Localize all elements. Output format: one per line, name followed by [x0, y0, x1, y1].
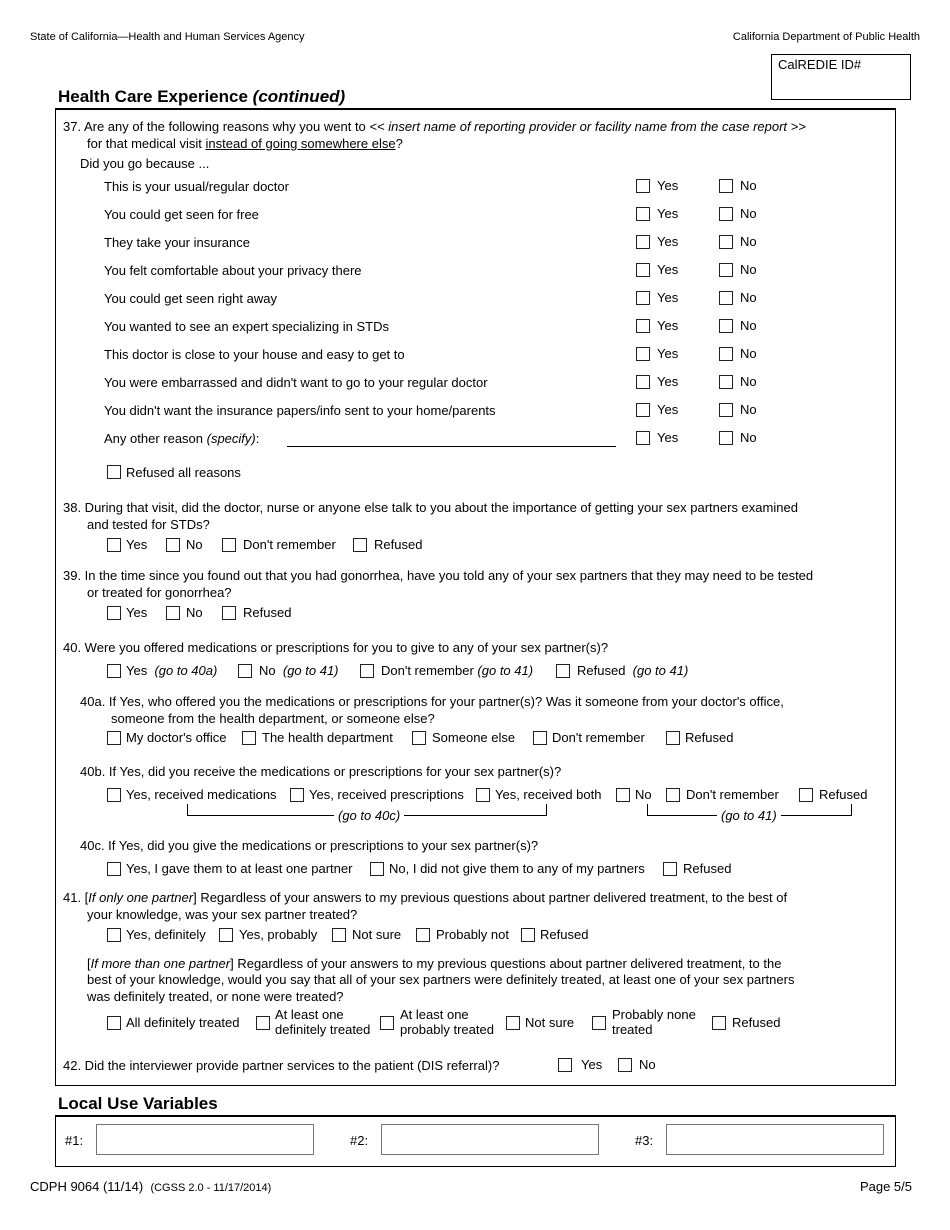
- q37-text-line1: 37. Are any of the following reasons why you went to << insert name of reporting provider or facility name from the case report >>: [63, 119, 806, 134]
- q37-other-yes-label: Yes: [657, 430, 679, 445]
- q38-yes-label: Yes: [126, 537, 148, 552]
- q37-reason-yes-checkbox[interactable]: [636, 235, 650, 249]
- q41-all-definitely-checkbox[interactable]: [107, 1016, 121, 1030]
- calredie-id-label: CalREDIE ID#: [778, 57, 862, 72]
- q40a-refused-label: Refused: [685, 730, 734, 745]
- q40b-no-label: No: [635, 787, 652, 802]
- q37-reason-label: This doctor is close to your house and easy to get to: [104, 347, 405, 362]
- q42-yes-checkbox[interactable]: [558, 1058, 572, 1072]
- q37-reason-yes-label: Yes: [657, 178, 679, 193]
- q40c-gave-checkbox[interactable]: [107, 862, 121, 876]
- q41-yes-probably-label: Yes, probably: [239, 927, 318, 942]
- q37-reason-label: You felt comfortable about your privacy there: [104, 263, 362, 278]
- q37-reason-yes-label: Yes: [657, 206, 679, 221]
- q38-dont-remember-label: Don't remember: [243, 537, 336, 552]
- q40-dont-remember-label: Don't remember (go to 41): [381, 663, 534, 678]
- q41-probably-not-label: Probably not: [436, 927, 509, 942]
- q40a-someone-else-label: Someone else: [432, 730, 516, 745]
- local-var-3-label: #3:: [635, 1133, 654, 1148]
- local-var-3-input[interactable]: [666, 1124, 884, 1155]
- q37-reason-yes-label: Yes: [657, 290, 679, 305]
- q38-dont-remember-checkbox[interactable]: [222, 538, 236, 552]
- q40b-received-both-label: Yes, received both: [495, 787, 602, 802]
- q38-refused-label: Refused: [374, 537, 423, 552]
- q37-reason-no-label: No: [740, 318, 757, 333]
- q41-all-definitely-label: All definitely treated: [126, 1015, 240, 1030]
- q37-reason-yes-label: Yes: [657, 374, 679, 389]
- q37-reason-no-checkbox[interactable]: [719, 179, 733, 193]
- q40b-received-prescriptions-checkbox[interactable]: [290, 788, 304, 802]
- q40c-text: 40c. If Yes, did you give the medications or prescriptions to your sex partner(s)?: [80, 838, 539, 853]
- q41-refused-label: Refused: [540, 927, 589, 942]
- q40b-text: 40b. If Yes, did you receive the medications or prescriptions for your sex partner(s)?: [80, 764, 562, 779]
- q37-reason-yes-checkbox[interactable]: [636, 207, 650, 221]
- q41-yes-definitely-label: Yes, definitely: [126, 927, 206, 942]
- calredie-id-box[interactable]: [771, 54, 911, 100]
- q41-text-line1: 41. [If only one partner] Regardless of your answers to my previous questions about partner delivered treatment, to the best of: [63, 890, 788, 905]
- q38-no-label: No: [186, 537, 203, 552]
- q37-reason-no-checkbox[interactable]: [719, 207, 733, 221]
- q42-text: 42. Did the interviewer provide partner services to the patient (DIS referral)?: [63, 1058, 500, 1073]
- q37-reason-yes-checkbox[interactable]: [636, 263, 650, 277]
- q38-no-checkbox[interactable]: [166, 538, 180, 552]
- q37-reason-no-checkbox[interactable]: [719, 347, 733, 361]
- q37-other-no-checkbox[interactable]: [719, 431, 733, 445]
- q40a-refused-checkbox[interactable]: [666, 731, 680, 745]
- page-number: Page 5/5: [859, 1179, 912, 1194]
- q40a-someone-else-checkbox[interactable]: [412, 731, 426, 745]
- q40a-doctors-office-label: My doctor's office: [126, 730, 227, 745]
- q41-multi-refused-label: Refused: [732, 1015, 781, 1030]
- q40a-dont-remember-label: Don't remember: [552, 730, 645, 745]
- q40a-doctors-office-checkbox[interactable]: [107, 731, 121, 745]
- q40b-received-medications-checkbox[interactable]: [107, 788, 121, 802]
- q37-reason-no-label: No: [740, 374, 757, 389]
- q37-other-no-label: No: [740, 430, 757, 445]
- q37-reason-yes-checkbox[interactable]: [636, 179, 650, 193]
- q37-reason-no-label: No: [740, 206, 757, 221]
- q37-reason-no-checkbox[interactable]: [719, 235, 733, 249]
- q39-no-checkbox[interactable]: [166, 606, 180, 620]
- q40c-refused-label: Refused: [683, 861, 732, 876]
- q40b-goto-40c: (go to 40c): [334, 808, 404, 823]
- q37-reason-no-checkbox[interactable]: [719, 263, 733, 277]
- q40b-goto-41: (go to 41): [717, 808, 781, 823]
- q40-no-label: No (go to 41): [259, 663, 339, 678]
- q39-refused-checkbox[interactable]: [222, 606, 236, 620]
- q37-refused-all-checkbox[interactable]: [107, 465, 121, 479]
- q41-text-line2: your knowledge, was your sex partner treated?: [87, 907, 358, 922]
- q41-probably-none-checkbox[interactable]: [592, 1016, 606, 1030]
- q40-no-checkbox[interactable]: [238, 664, 252, 678]
- q37-other-label: Any other reason (specify):: [104, 431, 260, 446]
- q40b-refused-label: Refused: [819, 787, 868, 802]
- department-header: California Department of Public Health: [732, 31, 920, 43]
- q38-text-line1: 38. During that visit, did the doctor, nurse or anyone else talk to you about the importance of getting your sex partners examined: [63, 500, 798, 515]
- local-var-1-input[interactable]: [96, 1124, 314, 1155]
- q40b-dont-remember-checkbox[interactable]: [666, 788, 680, 802]
- q40b-refused-checkbox[interactable]: [799, 788, 813, 802]
- q37-reason-no-label: No: [740, 178, 757, 193]
- q40b-dont-remember-label: Don't remember: [686, 787, 779, 802]
- q37-reason-yes-checkbox[interactable]: [636, 403, 650, 417]
- q41-refused-checkbox[interactable]: [521, 928, 535, 942]
- q40-text: 40. Were you offered medications or prescriptions for you to give to any of your sex partner(s)?: [63, 640, 609, 655]
- local-use-title: Local Use Variables: [58, 1094, 218, 1113]
- q41-one-probably-checkbox[interactable]: [380, 1016, 394, 1030]
- q37-other-specify-line[interactable]: [287, 446, 616, 447]
- q40b-received-both-checkbox[interactable]: [476, 788, 490, 802]
- q41-not-sure-checkbox[interactable]: [332, 928, 346, 942]
- q37-reason-yes-label: Yes: [657, 346, 679, 361]
- q37-reason-label: You could get seen for free: [104, 207, 259, 222]
- q37-refused-all-label: Refused all reasons: [126, 465, 241, 480]
- q40-dont-remember-checkbox[interactable]: [360, 664, 374, 678]
- q41-multi-text-line1: [If more than one partner] Regardless of your answers to my previous questions about partner delivered treatment, to the: [87, 956, 782, 971]
- q40b-received-medications-label: Yes, received medications: [126, 787, 277, 802]
- q42-no-checkbox[interactable]: [618, 1058, 632, 1072]
- section-title: Health Care Experience (continued): [58, 87, 346, 106]
- q37-reason-yes-checkbox[interactable]: [636, 291, 650, 305]
- q41-yes-definitely-checkbox[interactable]: [107, 928, 121, 942]
- q40c-did-not-give-checkbox[interactable]: [370, 862, 384, 876]
- q40c-refused-checkbox[interactable]: [663, 862, 677, 876]
- q37-other-yes-checkbox[interactable]: [636, 431, 650, 445]
- q40-yes-checkbox[interactable]: [107, 664, 121, 678]
- q40a-health-department-checkbox[interactable]: [242, 731, 256, 745]
- q38-refused-checkbox[interactable]: [353, 538, 367, 552]
- q37-reason-no-label: No: [740, 262, 757, 277]
- q37-reason-label: This is your usual/regular doctor: [104, 179, 289, 194]
- q42-yes-label: Yes: [581, 1057, 603, 1072]
- q37-reason-yes-label: Yes: [657, 234, 679, 249]
- q41-multi-not-sure-label: Not sure: [525, 1015, 575, 1030]
- q37-reason-label: You were embarrassed and didn't want to go to your regular doctor: [104, 375, 488, 390]
- q39-text-line1: 39. In the time since you found out that you had gonorrhea, have you told any of your sex partners that they may need to be tested: [63, 568, 814, 583]
- q39-yes-checkbox[interactable]: [107, 606, 121, 620]
- form-number: CDPH 9064 (11/14) (CGSS 2.0 - 11/17/2014): [30, 1179, 272, 1194]
- q37-reason-no-label: No: [740, 234, 757, 249]
- q41-not-sure-label: Not sure: [352, 927, 402, 942]
- local-var-1-label: #1:: [65, 1133, 84, 1148]
- q39-text-line2: or treated for gonorrhea?: [87, 585, 232, 600]
- q37-reason-no-checkbox[interactable]: [719, 375, 733, 389]
- q40b-no-checkbox[interactable]: [616, 788, 630, 802]
- q37-reason-label: You could get seen right away: [104, 291, 277, 306]
- q40a-dont-remember-checkbox[interactable]: [533, 731, 547, 745]
- q41-multi-text-line2: best of your knowledge, would you say that all of your sex partners were definitely treated, at least one of your sex partners: [87, 972, 795, 987]
- q37-intro: Did you go because ...: [80, 156, 210, 171]
- q39-no-label: No: [186, 605, 203, 620]
- q38-yes-checkbox[interactable]: [107, 538, 121, 552]
- q37-reason-no-label: No: [740, 290, 757, 305]
- q37-reason-no-checkbox[interactable]: [719, 403, 733, 417]
- q40a-text-line1: 40a. If Yes, who offered you the medications or prescriptions for your partner(s)? Was it someone from your doctor's office,: [80, 694, 784, 709]
- q37-reason-label: They take your insurance: [104, 235, 250, 250]
- q41-probably-none-label: Probably none treated: [612, 1007, 696, 1037]
- agency-header: State of California—Health and Human Services Agency: [30, 31, 305, 43]
- q37-reason-yes-checkbox[interactable]: [636, 375, 650, 389]
- q40c-gave-label: Yes, I gave them to at least one partner: [126, 861, 353, 876]
- q37-reason-yes-label: Yes: [657, 402, 679, 417]
- q40-refused-label: Refused (go to 41): [577, 663, 689, 678]
- local-var-2-label: #2:: [350, 1133, 369, 1148]
- q37-reason-yes-label: Yes: [657, 262, 679, 277]
- q41-one-probably-label: At least one probably treated: [400, 1007, 494, 1037]
- q41-yes-probably-checkbox[interactable]: [219, 928, 233, 942]
- q40c-did-not-give-label: No, I did not give them to any of my partners: [389, 861, 645, 876]
- q40b-received-prescriptions-label: Yes, received prescriptions: [309, 787, 464, 802]
- q40-refused-checkbox[interactable]: [556, 664, 570, 678]
- q42-no-label: No: [639, 1057, 656, 1072]
- q37-reason-no-checkbox[interactable]: [719, 291, 733, 305]
- q37-reason-label: You wanted to see an expert specializing in STDs: [104, 319, 389, 334]
- q37-reason-yes-checkbox[interactable]: [636, 319, 650, 333]
- q40a-text-line2: someone from the health department, or someone else?: [111, 711, 435, 726]
- q37-text-line2: for that medical visit instead of going somewhere else?: [87, 136, 403, 151]
- q39-yes-label: Yes: [126, 605, 148, 620]
- q40a-health-department-label: The health department: [262, 730, 393, 745]
- q37-reason-no-checkbox[interactable]: [719, 319, 733, 333]
- q37-reason-yes-label: Yes: [657, 318, 679, 333]
- q41-one-definitely-label: At least one definitely treated: [275, 1007, 371, 1037]
- q39-refused-label: Refused: [243, 605, 292, 620]
- q41-one-definitely-checkbox[interactable]: [256, 1016, 270, 1030]
- q41-multi-not-sure-checkbox[interactable]: [506, 1016, 520, 1030]
- q41-multi-text-line3: was definitely treated, or none were treated?: [87, 989, 344, 1004]
- local-var-2-input[interactable]: [381, 1124, 599, 1155]
- q37-reason-no-label: No: [740, 402, 757, 417]
- q40-yes-label: Yes (go to 40a): [126, 663, 218, 678]
- q38-text-line2: and tested for STDs?: [87, 517, 210, 532]
- q41-multi-refused-checkbox[interactable]: [712, 1016, 726, 1030]
- q37-reason-label: You didn't want the insurance papers/info sent to your home/parents: [104, 403, 496, 418]
- q37-reason-yes-checkbox[interactable]: [636, 347, 650, 361]
- q37-reason-no-label: No: [740, 346, 757, 361]
- q41-probably-not-checkbox[interactable]: [416, 928, 430, 942]
